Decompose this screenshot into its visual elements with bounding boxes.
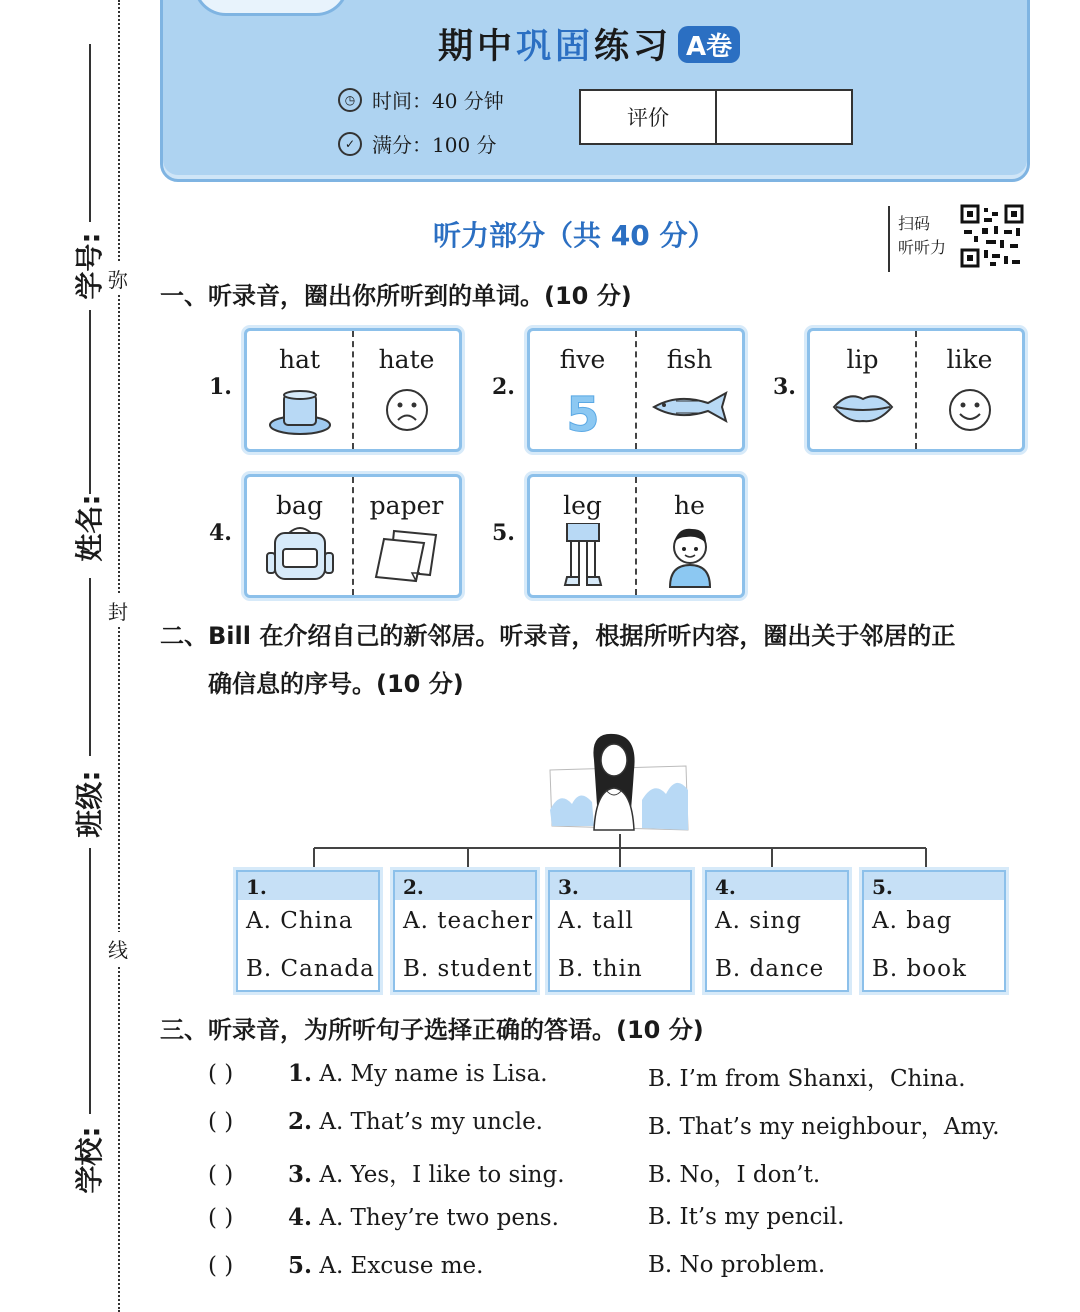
seal-line xyxy=(118,0,120,1312)
q1-word: bag xyxy=(276,491,323,520)
student-id-line[interactable] xyxy=(89,44,91,222)
q2-option-b[interactable]: B. thin xyxy=(558,956,643,982)
header-banner xyxy=(160,0,1030,182)
q2-heading-line-2: 确信息的序号。(10 分) xyxy=(208,670,464,698)
q2-option-b[interactable]: B. Canada xyxy=(246,956,375,982)
q1-word: paper xyxy=(369,491,444,520)
q2-option-box xyxy=(393,870,537,992)
q1-choice-left[interactable] xyxy=(810,331,915,449)
q3-option-a: A. Yes，I like to sing. xyxy=(319,1162,565,1188)
q3-option-a: A. They’re two pens. xyxy=(319,1205,559,1231)
legs-icon xyxy=(561,523,605,589)
q1-word-card xyxy=(244,474,462,598)
q3-row xyxy=(208,1204,559,1231)
score-row xyxy=(338,129,497,158)
q2-option-a[interactable]: A. tall xyxy=(558,908,634,934)
answer-blank[interactable]: ( ) xyxy=(208,1205,234,1231)
q1-item-number: 2. xyxy=(492,374,515,400)
q3-option-b: B. It’s my pencil. xyxy=(648,1204,845,1230)
answer-blank[interactable]: ( ) xyxy=(208,1061,234,1087)
q1-choice-right[interactable] xyxy=(635,477,742,595)
clock-icon: ◷ xyxy=(338,88,362,112)
q2-option-number: 4. xyxy=(707,872,847,900)
sad-face-icon xyxy=(384,387,430,433)
section-title: 听力部分（共 40 分） xyxy=(433,219,716,252)
q1-word: five xyxy=(559,345,606,374)
q3-option-b: B. That’s my neighbour，Amy. xyxy=(648,1114,1000,1140)
q3-number: 5. xyxy=(288,1252,313,1279)
title-part-3: 练习 xyxy=(594,27,673,67)
q1-word: fish xyxy=(666,345,713,374)
q1-word-card xyxy=(244,328,462,452)
q3-number: 3. xyxy=(288,1161,313,1188)
boy-icon xyxy=(662,523,718,589)
q3-number: 2. xyxy=(288,1108,313,1135)
time-text: 时间：40 分钟 xyxy=(372,89,504,113)
cloud-decoration xyxy=(193,0,349,16)
q3-number: 1. xyxy=(288,1060,313,1087)
fish-icon xyxy=(648,387,732,427)
hat-icon xyxy=(267,387,333,437)
q2-option-number: 5. xyxy=(864,872,1004,900)
title-part-1: 期中 xyxy=(438,27,517,67)
qr-code-icon[interactable] xyxy=(960,204,1024,268)
q2-option-b[interactable]: B. dance xyxy=(715,956,825,982)
q1-item-number: 4. xyxy=(209,520,232,546)
q1-word-card xyxy=(807,328,1025,452)
q2-option-a[interactable]: A. sing xyxy=(715,908,802,934)
q1-item-number: 1. xyxy=(209,374,232,400)
q1-choice-left[interactable] xyxy=(530,331,635,449)
q3-option-a: A. That’s my uncle. xyxy=(319,1109,543,1135)
q3-row xyxy=(208,1252,483,1279)
q2-option-box xyxy=(862,870,1006,992)
evaluation-field[interactable] xyxy=(717,91,851,143)
name-label: 姓名: xyxy=(73,494,106,562)
tree-connector-lines xyxy=(300,834,940,874)
paper-icon xyxy=(372,527,442,583)
scan-hint xyxy=(888,206,964,272)
q1-item-number: 3. xyxy=(773,374,796,400)
q2-option-box xyxy=(236,870,380,992)
evaluation-box xyxy=(579,89,853,145)
school-label: 学校: xyxy=(73,1126,106,1194)
q3-option-a: A. Excuse me. xyxy=(319,1253,484,1279)
q2-option-box xyxy=(548,870,692,992)
svg-text:5: 5 xyxy=(565,387,600,437)
seal-char-3: 线 xyxy=(108,932,128,965)
score-text: 满分：100 分 xyxy=(372,133,497,157)
answer-blank[interactable]: ( ) xyxy=(208,1253,234,1279)
q2-heading-line-1: 二、Bill 在介绍自己的新邻居。听录音，根据所听内容，圈出关于邻居的正 xyxy=(160,622,956,650)
q2-option-number: 2. xyxy=(395,872,535,900)
q1-choice-left[interactable] xyxy=(247,331,352,449)
backpack-icon xyxy=(263,525,337,581)
smile-face-icon xyxy=(947,387,993,433)
title-part-2: 巩固 xyxy=(516,27,595,67)
school-line[interactable] xyxy=(89,848,91,1114)
q1-item-number: 5. xyxy=(492,520,515,546)
neighbour-girl-illustration xyxy=(546,730,692,834)
number-five-icon xyxy=(560,387,606,437)
q2-option-a[interactable]: A. China xyxy=(246,908,354,934)
q1-choice-right[interactable] xyxy=(915,331,1022,449)
student-id-label: 学号: xyxy=(73,232,106,300)
q3-row xyxy=(208,1156,565,1189)
lips-icon xyxy=(830,387,896,427)
q1-choice-right[interactable] xyxy=(352,477,459,595)
q3-row xyxy=(208,1060,548,1087)
q3-option-b: B. No，I don’t. xyxy=(648,1162,821,1188)
q1-heading: 一、听录音，圈出你所听到的单词。(10 分) xyxy=(160,282,632,310)
time-row xyxy=(338,85,504,114)
check-icon: ✓ xyxy=(338,132,362,156)
answer-blank[interactable]: ( ) xyxy=(208,1162,234,1188)
q3-option-b: B. I’m from Shanxi，China. xyxy=(648,1066,966,1092)
answer-blank[interactable]: ( ) xyxy=(208,1109,234,1135)
q1-choice-right[interactable] xyxy=(352,331,459,449)
q1-word: like xyxy=(946,345,993,374)
q1-word: hate xyxy=(378,345,435,374)
q3-number: 4. xyxy=(288,1204,313,1231)
q3-heading: 三、听录音，为所听句子选择正确的答语。(10 分) xyxy=(160,1016,704,1044)
q1-choice-left[interactable] xyxy=(530,477,635,595)
q1-choice-left[interactable] xyxy=(247,477,352,595)
q2-option-a[interactable]: A. teacher xyxy=(403,908,534,934)
q1-word: he xyxy=(674,491,705,520)
exam-title xyxy=(438,19,740,69)
q1-word: hat xyxy=(278,345,321,374)
q1-word-card xyxy=(527,474,745,598)
class-line[interactable] xyxy=(89,578,91,756)
evaluation-label: 评价 xyxy=(581,91,717,143)
q2-option-box xyxy=(705,870,849,992)
q3-option-b: B. No problem. xyxy=(648,1252,826,1278)
q1-word: lip xyxy=(846,345,879,374)
q1-word-card xyxy=(527,328,745,452)
name-line[interactable] xyxy=(89,310,91,494)
q2-option-b[interactable]: B. book xyxy=(872,956,967,982)
q2-option-number: 1. xyxy=(238,872,378,900)
class-label: 班级: xyxy=(73,770,106,838)
seal-char-1: 弥 xyxy=(108,262,128,295)
q3-option-a: A. My name is Lisa. xyxy=(319,1061,548,1087)
q3-row xyxy=(208,1108,543,1135)
q1-choice-right[interactable] xyxy=(635,331,742,449)
q1-word: leg xyxy=(563,491,602,520)
q2-option-number: 3. xyxy=(550,872,690,900)
scan-hint-line-1: 扫码 xyxy=(898,214,931,233)
scan-hint-line-2: 听听力 xyxy=(898,238,947,257)
seal-char-2: 封 xyxy=(108,594,128,627)
q2-option-a[interactable]: A. bag xyxy=(872,908,953,934)
q2-option-b[interactable]: B. student xyxy=(403,956,533,982)
paper-badge: A卷 xyxy=(678,26,740,63)
